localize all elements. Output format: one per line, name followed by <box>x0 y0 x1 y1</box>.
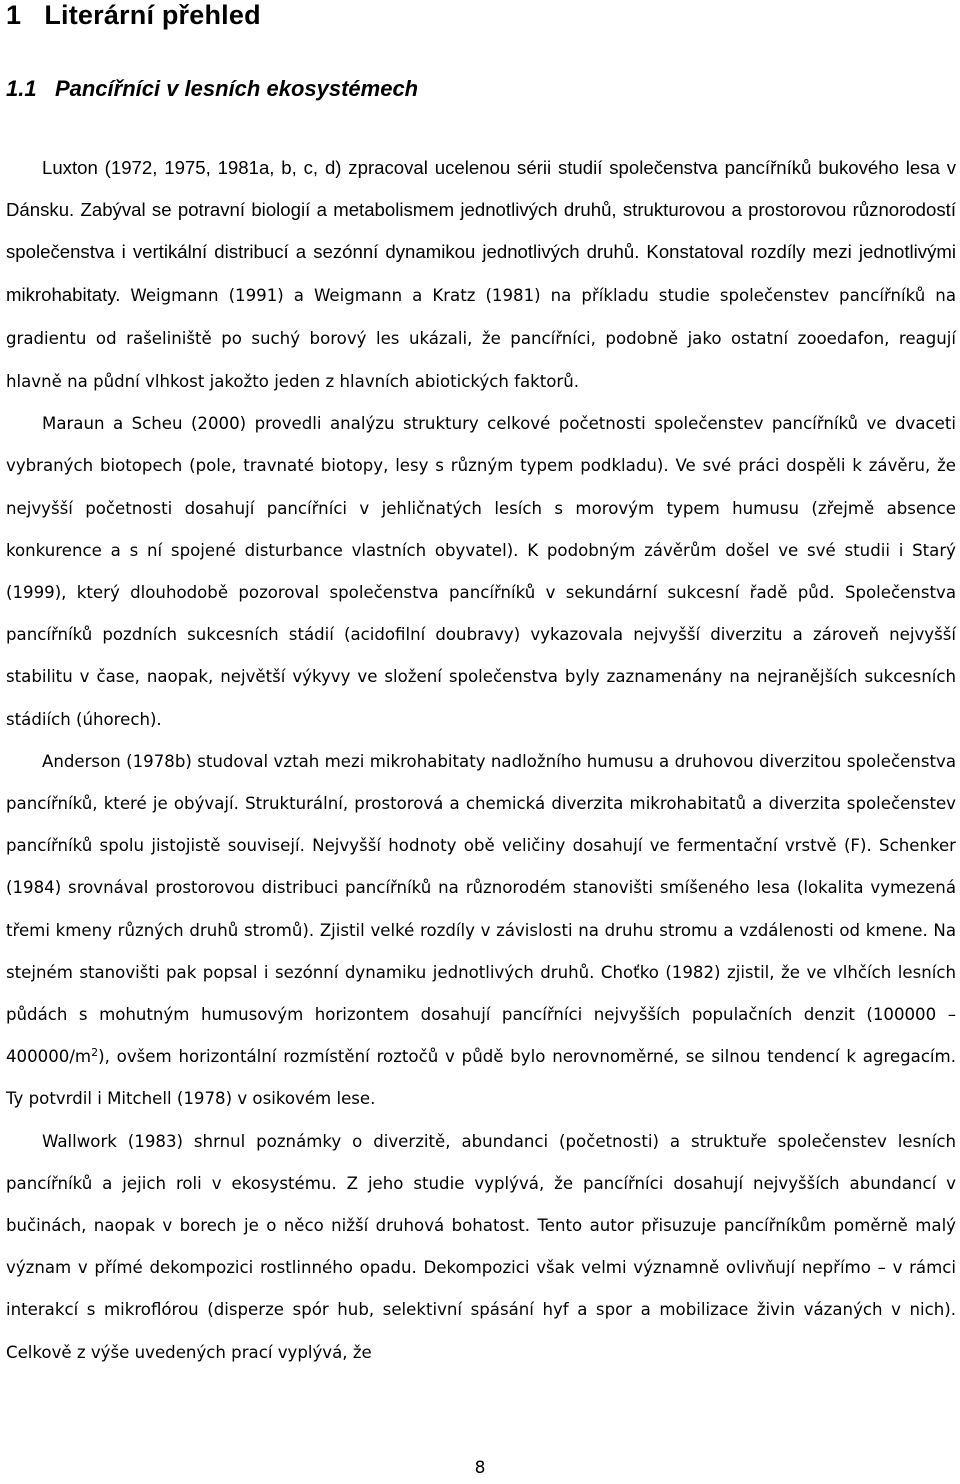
chapter-heading <box>6 0 956 30</box>
section-heading <box>6 74 956 104</box>
page-number: 8 <box>474 1458 486 1478</box>
section-number: 1.1 <box>6 76 37 101</box>
document-page <box>6 0 956 1374</box>
paragraph-3-part-a: Anderson (1978b) studoval vztah mezi mikrohabitaty nadložního humusu a druhovou diverzitou společenstva pancířníků, které je obývají. Strukturální, prostorová a chemická diverzita mikrohabitatů a diverzita společenstev pancířníků spolu jistojistě souvisejí. Nejvyšší hodnoty obě veličiny dosahují ve fermentační vrstvě (F). Schenker (1984) srovnával prostorovou distribuci pancířníků na různorodém stanovišti smíšeného lesa (lokalita vymezená třemi kmeny různých druhů stromů). Zjistil velké rozdíly v závislosti na druhu stromu a vzdálenosti od kmene. Na stejném stanovišti pak popsal i sezónní dynamiku jednotlivých druhů. Choťko (1982) zjistil, že ve vlhčích lesních půdách s mohutným humusovým horizontem dosahují pancířníci nejvyšších populačních denzit (100000 – 400000/m <box>6 751 956 1067</box>
paragraph-1-part-b: Weigmann (1991) a Weigmann a Kratz (1981) na příkladu studie společenstev pancířníků na gradientu od rašeliniště po suchý borový les ukázali, že pancířníci, podobně jako ostatní zooedafon, reagují hlavně na půdní vlhkost jakožto jeden z hlavních abiotických faktorů. <box>6 285 956 392</box>
paragraph-3-part-b: ), ovšem horizontální rozmístění roztočů v půdě bylo nerovnoměrné, se silnou tendencí k agregacím. Ty potvrdil i Mitchell (1978) v osikovém lese. <box>6 1047 956 1109</box>
chapter-title: Literární přehled <box>44 0 261 30</box>
section-title: Pancířníci v lesních ekosystémech <box>54 76 419 101</box>
paragraph-2: Maraun a Scheu (2000) provedli analýzu struktury celkové početnosti společenstev pancířníků ve dvaceti vybraných biotopech (pole, travnaté biotopy, lesy s různým typem podkladu). Ve své práci dospěli k závěru, že nejvyšší početnosti dosahují pancířníci v jehličnatých lesích s morovým typem humusu (zřejmě absence konkurence a s ní spojené disturbance vlastních obyvatel). K podobným závěrům došel ve své studii i Starý (1999), který dlouhodobě pozoroval společenstva pancířníků v sekundární sukcesní řadě půd. Společenstva pancířníků pozdních sukcesních stádií (acidofilní doubravy) vykazovala nejvyšší diverzitu a zároveň nejvyšší stabilitu v čase, naopak, největší výkyvy ve složení společenstva byly zaznamenány na nejranějších sukcesních stádiích (úhorech). <box>6 414 956 729</box>
chapter-number: 1 <box>6 0 22 30</box>
paragraph-1-part-a: Luxton (1972, 1975, 1981a, b, c, d) zpracoval ucelenou sérii studií společenstva pancířníků bukového lesa v Dánsku. Zabýval se potravní biologií a metabolismem jednotlivých druhů, strukturovou a prostorovou různorodostí společenstva i vertikální distribucí a sezónní dynamikou jednotlivých druhů. Konstatoval rozdíly mezi jednotlivými mikrohabitaty. <box>6 157 956 305</box>
paragraph-4: Wallwork (1983) shrnul poznámky o diverzitě, abundanci (početnosti) a struktuře společenstev lesních pancířníků a jejich roli v ekosystému. Z jeho studie vyplývá, že pancířníci dosahují nejvyšších abundancí v bučinách, naopak v borech je o něco nižší druhová bohatost. Tento autor přisuzuje pancířníkům poměrně malý význam v přímé dekompozici rostlinného opadu. Dekompozici však velmi významně ovlivňují nepřímo – v rámci interakcí s mikroflórou (disperze spór hub, selektivní spásání hyf a spor a mobilizace živin vázaných v nich). Celkově z výše uvedených prací vyplývá, že <box>6 1131 956 1362</box>
paragraph-1 <box>6 147 956 403</box>
superscript-two: 2 <box>91 1046 99 1060</box>
paragraph-3 <box>6 741 956 1121</box>
